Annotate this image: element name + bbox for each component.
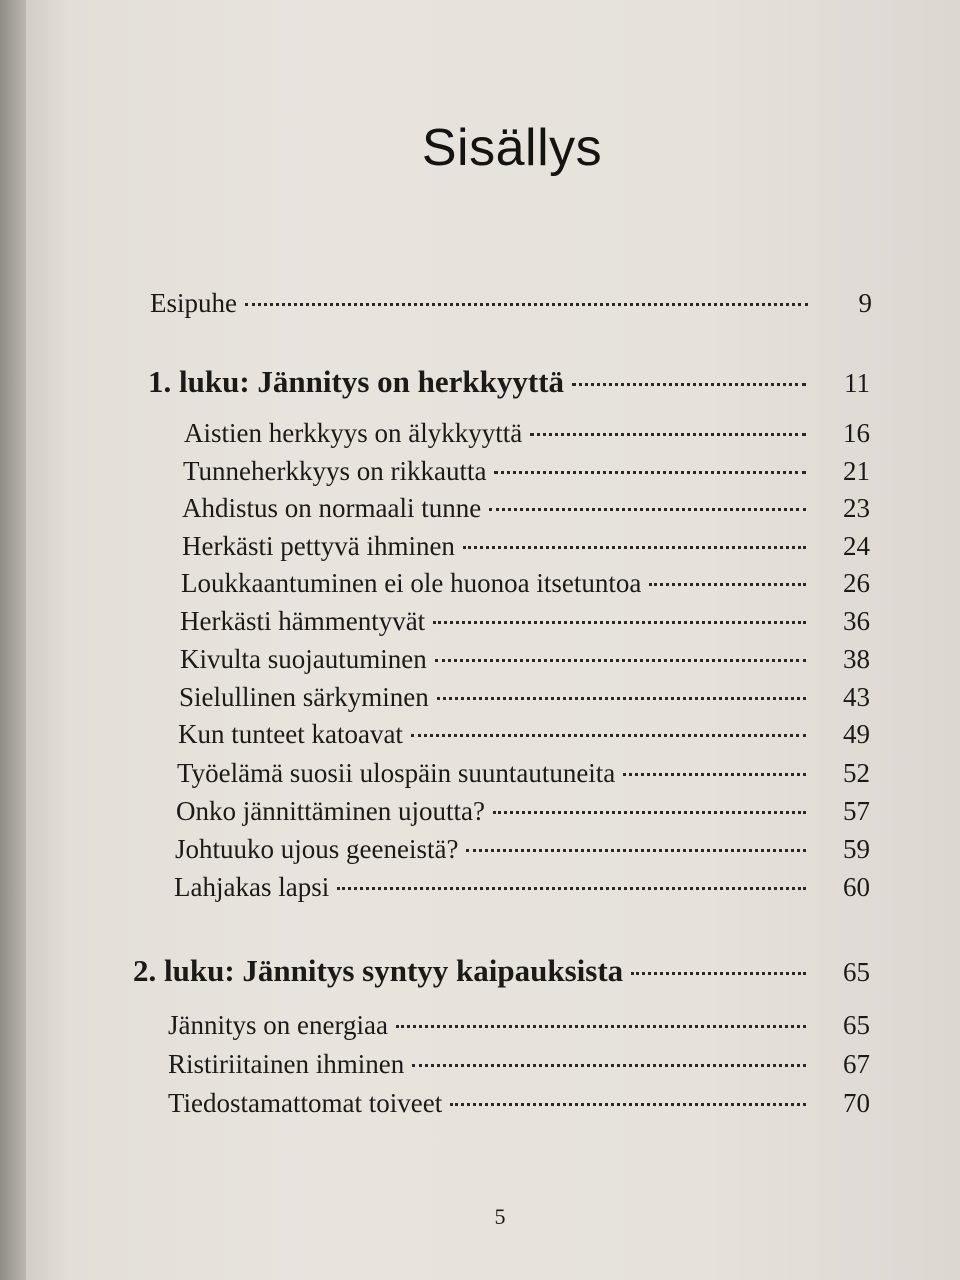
toc-entry-label: Jännitys on energiaa [168, 1010, 388, 1040]
toc-chapter-page: 11 [844, 368, 870, 398]
toc-entry [174, 872, 870, 912]
toc-entry-page: 59 [843, 834, 870, 864]
toc-chapter-2 [133, 953, 870, 993]
dot-leader [631, 972, 806, 975]
toc-entry [168, 1049, 870, 1089]
dot-leader [411, 734, 806, 737]
toc-entry [179, 682, 870, 722]
toc-entry [175, 834, 870, 874]
toc-entry [181, 568, 870, 608]
toc-entry [183, 456, 870, 496]
dot-leader [435, 659, 806, 662]
toc-entry-label: Ristiriitainen ihminen [168, 1049, 405, 1079]
dot-leader [245, 303, 808, 306]
dot-leader [412, 1064, 806, 1067]
toc-entry [178, 719, 870, 759]
toc-entry-label: Kivulta suojautuminen [180, 644, 427, 674]
toc-entry-page: 24 [843, 531, 870, 561]
toc-entry [168, 1088, 870, 1128]
dot-leader [450, 1103, 806, 1106]
dot-leader [493, 811, 806, 814]
toc-entry-page: 9 [858, 288, 872, 318]
toc-entry-label: Loukkaantuminen ei ole huonoa itsetuntoa [181, 568, 642, 598]
toc-chapter-title: 1. luku: Jännitys on herkkyyttä [148, 364, 565, 399]
toc-entry-page: 38 [843, 644, 870, 674]
toc-entry [176, 796, 870, 836]
toc-entry-label: Herkästi pettyvä ihminen [182, 531, 455, 561]
toc-entry-page: 16 [843, 418, 870, 448]
toc-chapter-page: 65 [843, 957, 870, 987]
toc-entry-preface [150, 288, 872, 328]
toc-entry-label: Kun tunteet katoavat [178, 719, 403, 749]
toc-entry-page: 60 [843, 872, 870, 902]
toc-entry-page: 43 [843, 682, 870, 712]
dot-leader [649, 583, 806, 586]
dot-leader [623, 773, 806, 776]
dot-leader [530, 433, 806, 436]
dot-leader [489, 508, 806, 511]
book-gutter [0, 0, 26, 1280]
toc-entry-label: Lahjakas lapsi [174, 872, 330, 902]
toc-entry-page: 52 [843, 758, 870, 788]
toc-entry [180, 606, 870, 646]
toc-entry-page: 21 [843, 456, 870, 486]
toc-chapter-title: 2. luku: Jännitys syntyy kaipauksista [133, 953, 624, 988]
toc-entry-label: Herkästi hämmentyvät [180, 606, 426, 636]
dot-leader [433, 621, 806, 624]
toc-entry-label: Sielullinen särkyminen [179, 682, 429, 712]
toc-entry-page: 65 [843, 1010, 870, 1040]
dot-leader [494, 471, 806, 474]
dot-leader [396, 1025, 806, 1028]
dot-leader [463, 546, 806, 549]
page-number: 5 [494, 1204, 506, 1229]
toc-chapter-1 [148, 364, 870, 404]
toc-entry-label: Ahdistus on normaali tunne [182, 493, 482, 523]
dot-leader [466, 849, 806, 852]
toc-entry [182, 493, 870, 533]
toc-entry-page: 49 [843, 719, 870, 749]
toc-entry-label: Tunneherkkyys on rikkautta [183, 456, 487, 486]
toc-entry-page: 57 [843, 796, 870, 826]
toc-entry-label: Tiedostamattomat toiveet [168, 1088, 443, 1118]
toc-entry-label: Työelämä suosii ulospäin suuntautuneita [177, 758, 616, 788]
toc-entry [177, 758, 870, 798]
toc-entry [180, 644, 870, 684]
toc-entry-label: Johtuuko ujous geeneistä? [175, 834, 459, 864]
toc-entry-page: 23 [843, 493, 870, 523]
toc-entry-label: Esipuhe [150, 288, 237, 318]
toc-entry-page: 67 [843, 1049, 870, 1079]
dot-leader [572, 383, 806, 386]
toc-entry-label: Aistien herkkyys on älykkyyttä [184, 418, 523, 448]
dot-leader [337, 887, 806, 890]
toc-entry-page: 70 [843, 1088, 870, 1118]
toc-entry [182, 531, 870, 571]
dot-leader [437, 697, 806, 700]
toc-entry [184, 418, 870, 458]
toc-entry-page: 26 [843, 568, 870, 598]
toc-entry-page: 36 [843, 606, 870, 636]
page-title: Sisällys [421, 119, 603, 177]
toc-entry [168, 1010, 870, 1050]
toc-entry-label: Onko jännittäminen ujoutta? [176, 796, 485, 826]
